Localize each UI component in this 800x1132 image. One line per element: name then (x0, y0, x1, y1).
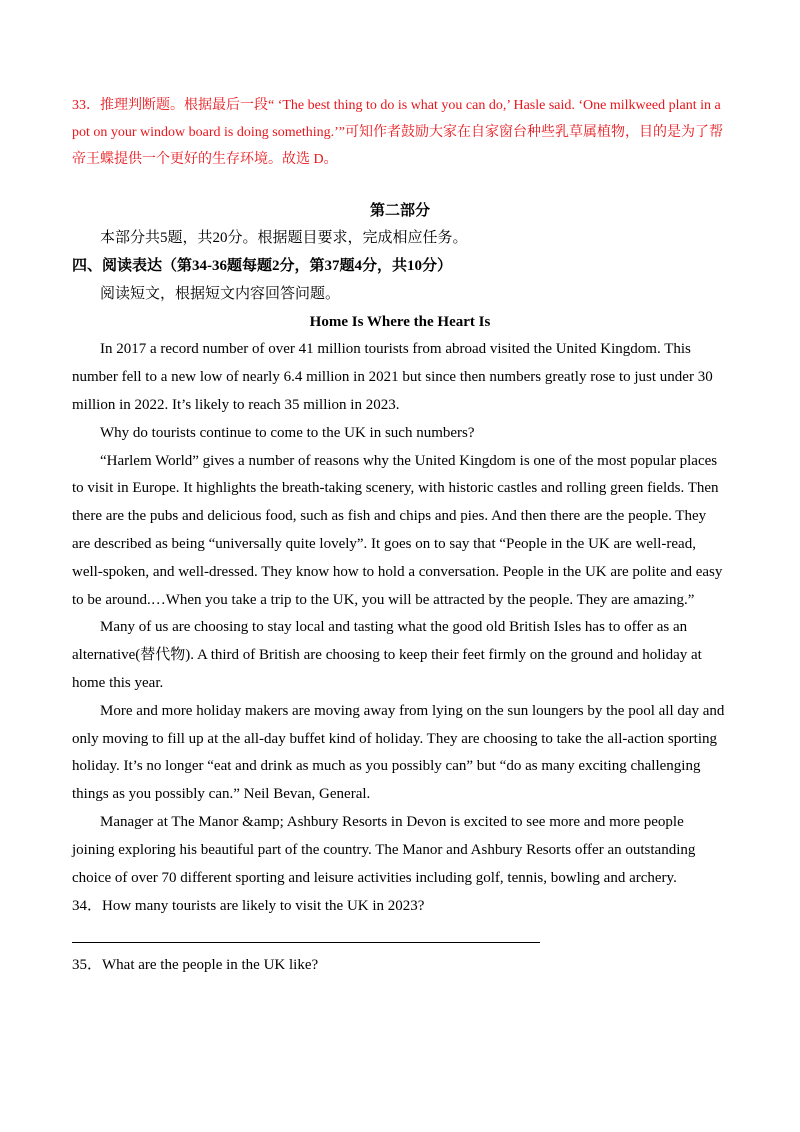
article-paragraph: Many of us are choosing to stay local and tasting what the good old British Isles has to offer as an alternative(替代物). A third of British are choosing to keep their feet firmly on the ground and holiday at home this year. (72, 619, 702, 691)
article-paragraph: “Harlem World” gives a number of reasons why the United Kingdom is one of the most popular places to visit in Europe. It highlights the breath-taking scenery, with historic castles and rolling green fields. Then there are the pubs and delicious food, such as fish and chips and pies. And then there are the people. They are described as being “universally quite lovely”. It goes on to say that “People in the UK are well-read, well-spoken, and well-dressed. They know how to hold a conversation. People in the UK are polite and easy to be around.…When you take a trip to the UK, you will be attracted by the people. They are amazing.” (72, 452, 723, 608)
part-title: 第二部分 (369, 203, 430, 219)
part-intro: 本部分共5题，共20分。根据题目要求，完成相应任务。 (100, 230, 468, 246)
article-title: Home Is Where the Heart Is (309, 314, 491, 331)
article-paragraph: Why do tourists continue to come to the UK in such numbers? (100, 424, 475, 441)
question-34: 34．How many tourists are likely to visit the UK in 2023? (72, 898, 425, 915)
answer-line-34[interactable] (72, 942, 540, 943)
article-paragraph: More and more holiday makers are moving away from lying on the sun loungers by the pool all day and only moving to fill up at the all-day buffet kind of holiday. They are choosing to take the all-action sporting holiday. It’s no longer “eat and drink as much as you possibly can” but “do as many exciting challenging things as you possibly can.” Neil Bevan, General. (72, 702, 725, 803)
article-paragraph: In 2017 a record number of over 41 million tourists from abroad visited the United Kingdom. This number fell to a new low of nearly 6.4 million in 2021 but since then numbers greatly rose to just under 30 million in 2022. It’s likely to reach 35 million in 2023. (72, 341, 713, 413)
article-paragraph: Manager at The Manor &amp; Ashbury Resorts in Devon is excited to see more and more people joining exploring his beautiful part of the country. The Manor and Ashbury Resorts offer an outstanding choice of over 70 different sporting and leisure activities including golf, tennis, bowling and archery. (72, 813, 696, 886)
document-page (72, 92, 728, 979)
section-instruction: 阅读短文，根据短文内容回答问题。 (100, 285, 341, 302)
answer-explanation: 33．推理判断题。根据最后一段“ ‘The best thing to do is what you can do,’ Hasle said. ‘One milkweed plant in a pot on your window board is doing something.’”可知作者鼓励大家在自家窗台种些乳草属植物，目的是为了帮帝王蝶提供一个更好的生存环境。故选 D。 (72, 98, 723, 167)
section-heading: 四、阅读表达（第34-36题每题2分，第37题4分，共10分） (72, 257, 452, 274)
question-35: 35．What are the people in the UK like? (72, 957, 319, 974)
